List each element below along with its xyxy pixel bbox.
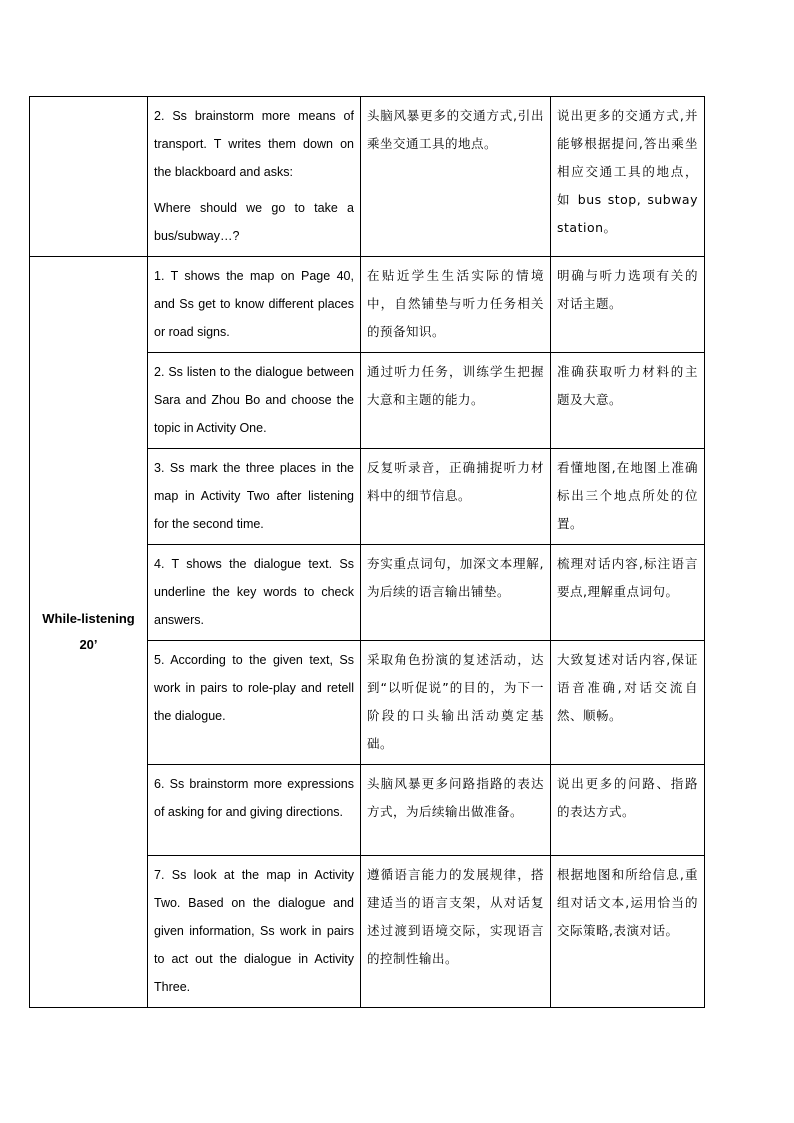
purpose-cell: 在贴近学生生活实际的情境中，自然铺垫与听力任务相关的预备知识。 — [361, 257, 551, 353]
table-row — [30, 257, 705, 353]
activity-cell: 4. T shows the dialogue text. Ss underline the key words to check answers. — [148, 545, 361, 641]
activity-cell: 2. Ss listen to the dialogue between Sara and Zhou Bo and choose the topic in Activity One. — [148, 353, 361, 449]
purpose-cell: 遵循语言能力的发展规律，搭建适当的语言支架，从对话复述过渡到语境交际，实现语言的控制性输出。 — [361, 856, 551, 1008]
lesson-plan-table — [29, 96, 705, 1008]
outcome-cell: 说出更多的问路、指路的表达方式。 — [551, 765, 705, 856]
outcome-cell: 梳理对话内容,标注语言要点,理解重点词句。 — [551, 545, 705, 641]
stage-cell-empty — [30, 97, 148, 257]
activity-cell: 3. Ss mark the three places in the map in Activity Two after listening for the second time. — [148, 449, 361, 545]
stage-time: 20’ — [79, 636, 98, 652]
purpose-cell: 反复听录音，正确捕捉听力材料中的细节信息。 — [361, 449, 551, 545]
stage-cell-while-listening — [30, 257, 148, 1008]
activity-cell — [148, 97, 361, 257]
activity-cell: 7. Ss look at the map in Activity Two. Based on the dialogue and given information, Ss work in pairs to act out the dialogue in Activity Three. — [148, 856, 361, 1008]
purpose-cell: 夯实重点词句，加深文本理解,为后续的语言输出铺垫。 — [361, 545, 551, 641]
purpose-cell: 采取角色扮演的复述活动，达到“以听促说”的目的，为下一阶段的口头输出活动奠定基础。 — [361, 641, 551, 765]
stage-label: While-listening — [42, 610, 135, 626]
outcome-cell: 看懂地图,在地图上准确标出三个地点所处的位置。 — [551, 449, 705, 545]
table-row — [30, 97, 705, 257]
activity-cell: 1. T shows the map on Page 40, and Ss get to know different places or road signs. — [148, 257, 361, 353]
outcome-cell: 根据地图和所给信息,重组对话文本,运用恰当的交际策略,表演对话。 — [551, 856, 705, 1008]
activity-cell: 5. According to the given text, Ss work in pairs to role-play and retell the dialogue. — [148, 641, 361, 765]
activity-cell: 6. Ss brainstorm more expressions of asking for and giving directions. — [148, 765, 361, 856]
activity-text: 2. Ss brainstorm more means of transport. T writes them down on the blackboard and asks: — [154, 109, 354, 179]
purpose-cell: 通过听力任务，训练学生把握大意和主题的能力。 — [361, 353, 551, 449]
outcome-cell: 说出更多的交通方式,并能够根据提问,答出乘坐相应交通工具的地点，如 bus stop, subway station。 — [551, 97, 705, 257]
purpose-cell: 头脑风暴更多的交通方式,引出乘坐交通工具的地点。 — [361, 97, 551, 257]
outcome-cell: 准确获取听力材料的主题及大意。 — [551, 353, 705, 449]
activity-text: Where should we go to take a bus/subway…? — [154, 201, 354, 243]
outcome-cell: 大致复述对话内容,保证语音准确,对话交流自然、顺畅。 — [551, 641, 705, 765]
purpose-cell: 头脑风暴更多问路指路的表达方式，为后续输出做准备。 — [361, 765, 551, 856]
outcome-cell: 明确与听力选项有关的对话主题。 — [551, 257, 705, 353]
